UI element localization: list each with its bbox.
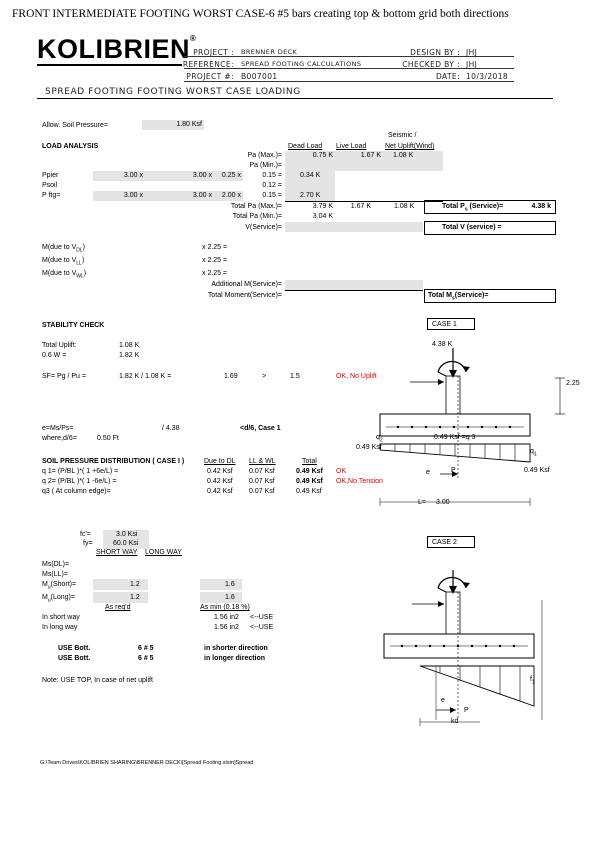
- reference-label: REFERENCE:: [182, 60, 234, 69]
- total-pa-min-dl: 3.04 K: [312, 213, 333, 220]
- mu-long-b: 1.6: [200, 592, 242, 603]
- q2-dl: 0.42 Ksf: [207, 478, 233, 485]
- seismic-header: Seismic /: [388, 132, 417, 139]
- bott2-label: USE Bott.: [58, 655, 91, 662]
- long-way-label: In long way: [42, 624, 78, 631]
- long-way-header: LONG WAY: [145, 549, 182, 556]
- design-by-value: JHJ: [466, 48, 478, 57]
- moment-rule: [285, 290, 423, 291]
- ms-ll-label: Ms(LL)=: [42, 571, 68, 578]
- w-label: 0.6 W =: [42, 352, 67, 359]
- case1-q2: $q_2$: [376, 434, 383, 444]
- total-rule: [285, 201, 443, 202]
- section-rule: [37, 98, 553, 99]
- m-ll-label: M(due to $V_{LL}$): [42, 257, 85, 267]
- q1-lw: 0.07 Ksf: [249, 468, 275, 475]
- long-way-value: 1.56 in2: [214, 624, 239, 631]
- document-title: FRONT INTERMEDIATE FOOTING WORST CASE-6 #5 bars creating top & bottom grid both directions: [12, 8, 509, 20]
- case2-f1: $f_1$: [530, 676, 535, 686]
- pa-max-ll: 1.67 K: [335, 151, 383, 161]
- ecc-label: e=Ms/Ps=: [42, 425, 74, 432]
- short-way-header: SHORT WAY: [96, 549, 138, 556]
- checked-by-value: JHJ: [466, 60, 478, 69]
- header-rule-1: [184, 56, 514, 57]
- date-label: DATE:: [435, 72, 460, 81]
- short-way-value: 1.56 in2: [214, 614, 239, 621]
- total-v-label: Total V (service) =: [442, 224, 502, 231]
- sf-value: 1.69: [224, 373, 238, 380]
- case1-l-label: L=: [418, 499, 426, 506]
- long-way-use: <--USE: [250, 624, 274, 631]
- ppier-label: Ppier: [42, 172, 59, 179]
- allow-soil-label: Allow. Soil Pressure=: [42, 122, 108, 129]
- q2-result: OK,No Tension: [336, 478, 383, 485]
- total-pa-max-ll: 1.67 K: [350, 203, 371, 210]
- checked-by-label: CHECKED BY :: [402, 60, 460, 69]
- project-value: BRENNER DECK: [241, 48, 298, 56]
- as-req-header: As req'd: [105, 604, 131, 611]
- pa-min-label: Pa (Min.)=: [249, 162, 282, 169]
- q1-label: q 1= (P/BL )*( 1 +6e/L) =: [42, 468, 119, 475]
- psoil-cell: [285, 181, 335, 191]
- total-pa-min-label: Total Pa (Min.)=: [232, 213, 282, 220]
- bott2-direction: in longer direction: [204, 655, 266, 662]
- total-pa-max-dl: 3.79 K: [312, 203, 333, 210]
- bott1-direction: in shorter direction: [204, 645, 268, 652]
- ppier-d: 0.15 =: [262, 172, 282, 179]
- case2-e: e: [441, 697, 445, 704]
- date-value: 10/3/2018: [466, 72, 509, 81]
- pftg-value: 2.70 K: [285, 191, 335, 201]
- additional-m-label: Additional M(Service)=: [211, 281, 282, 288]
- m-wl-label: M(due to $V_{WL}$): [42, 270, 87, 280]
- case1-mid: 0.49 Ksf =q 3: [434, 434, 476, 441]
- total-pa-max-wl: 1.08 K: [394, 203, 415, 210]
- pftg-d: 0.15 =: [262, 192, 282, 199]
- short-way-use: <--USE: [250, 614, 274, 621]
- soil-col-dl: Due to DL: [204, 458, 236, 465]
- mu-short-a: 1.2: [93, 579, 148, 590]
- design-by-label: DESIGN BY :: [410, 48, 460, 57]
- total-moment-label: Total Moment(Service)=: [207, 292, 282, 299]
- sf-label: SF= Pg / Pu =: [42, 373, 86, 380]
- case1-q1: $q_1$: [530, 448, 537, 458]
- sf-result: OK, No Uplift: [336, 373, 377, 380]
- section-title: SPREAD FOOTING FOOTING WORST CASE LOADING: [45, 87, 301, 97]
- m-dl-label: M(due to $V_{DL}$): [42, 244, 85, 254]
- mu-short-label: $M_u(Short)=$: [42, 581, 77, 591]
- pftg-label: P ftg=: [42, 192, 61, 199]
- load-analysis-heading: LOAD ANALYSIS: [42, 143, 99, 150]
- psoil-label: Psoil: [42, 182, 58, 189]
- v-service-cells: [285, 222, 423, 232]
- q1-total: 0.49 Ksf: [296, 468, 323, 475]
- case2-kd: kd: [451, 718, 459, 725]
- ecc-divisor: / 4.38: [162, 425, 180, 432]
- pftg-c: 2.00 x: [221, 192, 241, 199]
- ppier-a: 3.00 x: [123, 172, 143, 179]
- total-ms-label: Total $M_s(Service)=$: [428, 292, 489, 302]
- case2-p: P: [464, 707, 469, 714]
- m-wl-mult: x 2.25 =: [202, 270, 228, 277]
- m-dl-mult: x 2.25 =: [202, 244, 228, 251]
- case1-l-value: 3.00: [436, 499, 450, 506]
- q2-label: q 2= (P/BL )*( 1 -6e/L) =: [42, 478, 117, 485]
- ppier-b: 3.00 x: [192, 172, 212, 179]
- case1-right-ksf: 0.49 Ksf: [524, 467, 550, 474]
- m-ll-mult: x 2.25 =: [202, 257, 228, 264]
- uplift-value: 1.08 K: [119, 342, 140, 349]
- pftg-b: 3.00 x: [192, 192, 212, 199]
- case1-load: 4.38 K: [432, 341, 453, 348]
- pa-max-dl: 0.75 K: [285, 151, 335, 161]
- fy-value: 60.0 Ksi: [103, 539, 149, 549]
- bott1-bars: 6 # 5: [138, 645, 154, 652]
- case1-e: e: [426, 469, 430, 476]
- q3-total: 0.49 Ksf: [296, 488, 322, 495]
- bott2-bars: 6 # 5: [138, 655, 154, 662]
- project-number-value: B007001: [241, 72, 278, 81]
- registered-mark: ®: [190, 34, 197, 43]
- q3-dl: 0.42 Ksf: [207, 488, 233, 495]
- where-value: 0.50 Ft: [97, 435, 119, 442]
- soil-col-lw: LL & WL: [249, 458, 276, 465]
- project-label: PROJECT :: [193, 48, 234, 57]
- project-number-label: PROJECT #:: [186, 72, 234, 81]
- where-label: where,d/6=: [42, 435, 77, 442]
- allow-soil-value: 1.80 Ksf: [142, 120, 204, 130]
- sf-limit: 1.5: [290, 373, 300, 380]
- total-ps-value: 4.38 k: [531, 203, 551, 210]
- soil-heading: SOIL PRESSURE DISTRIBUTION ( CASE I ): [42, 458, 185, 465]
- q2-lw: 0.07 Ksf: [249, 478, 275, 485]
- as-min-header: As min (0.18 %): [200, 604, 250, 611]
- dead-load-header: Dead Load: [288, 143, 323, 150]
- mu-short-b: 1.6: [200, 579, 242, 590]
- case2-diagram: [360, 570, 580, 740]
- soil-col-total: Total: [302, 458, 317, 465]
- header-rule-2: [184, 68, 514, 69]
- pa-max-label: Pa (Max.)=: [247, 152, 282, 159]
- pftg-a: 3.00 x: [123, 192, 143, 199]
- logo-text: KOLIBRIEN: [37, 34, 190, 64]
- case2-box: CASE 2: [427, 536, 475, 548]
- total-ps-label: Total $P_s$ (Service)=: [442, 203, 504, 213]
- note-text: Note: USE TOP, In case of net uplift: [42, 677, 153, 684]
- case1-p: P: [451, 467, 456, 474]
- q3-lw: 0.07 Ksf: [249, 488, 275, 495]
- w-value: 1.82 K: [119, 352, 140, 359]
- case1-dim: 2.25: [566, 380, 580, 387]
- pa-max-wl: 1.08 K: [383, 151, 443, 161]
- mu-long-label: $M_u(Long)=$: [42, 594, 75, 604]
- ms-dl-label: Ms(DL)=: [42, 561, 70, 568]
- net-uplift-header: Net Uplift(Wind): [385, 143, 435, 150]
- additional-m-cells: [285, 280, 423, 290]
- short-way-label: In short way: [42, 614, 80, 621]
- q1-dl: 0.42 Ksf: [207, 468, 233, 475]
- q1-result: OK: [336, 468, 347, 475]
- ecc-case: <d/6, Case 1: [240, 425, 281, 432]
- mu-long-a: 1.2: [93, 592, 148, 603]
- footer-path: G:\Team Drives\KOLIBRIEN SHARING\BRENNER DECK\[Spread Footing.xlsm]Spread: [40, 760, 254, 766]
- total-pa-max-label: Total Pa (Max.)=: [230, 203, 282, 210]
- reference-value: SPREAD FOOTING CALCULATIONS: [241, 60, 362, 68]
- header-rule-3: [184, 81, 514, 82]
- stability-heading: STABILITY CHECK: [42, 322, 105, 329]
- uplift-label: Total Uplift:: [42, 342, 77, 349]
- bott1-label: USE Bott.: [58, 645, 91, 652]
- psoil-d: 0.12 =: [262, 182, 282, 189]
- sf-greater-than: >: [262, 373, 267, 380]
- pa-min-cells: [285, 161, 443, 171]
- q3-label: q3 ( At column edge)=: [42, 488, 111, 495]
- fc-label: fc'=: [80, 531, 91, 538]
- case1-left-ksf: 0.49 Ksf: [356, 444, 382, 451]
- ppier-c: 0.25 x: [221, 172, 241, 179]
- fc-value: 3.0 Ksi: [103, 530, 149, 540]
- case1-box: CASE 1: [427, 318, 475, 330]
- fy-label: fy=: [83, 540, 93, 547]
- sf-expression: 1.82 K / 1.08 K =: [119, 373, 172, 380]
- v-service-label: V(Service)=: [245, 224, 282, 231]
- live-load-header: Live Load: [336, 143, 367, 150]
- ppier-value: 0.34 K: [285, 171, 335, 181]
- q2-total: 0.49 Ksf: [296, 478, 323, 485]
- case1-diagram: [350, 348, 580, 518]
